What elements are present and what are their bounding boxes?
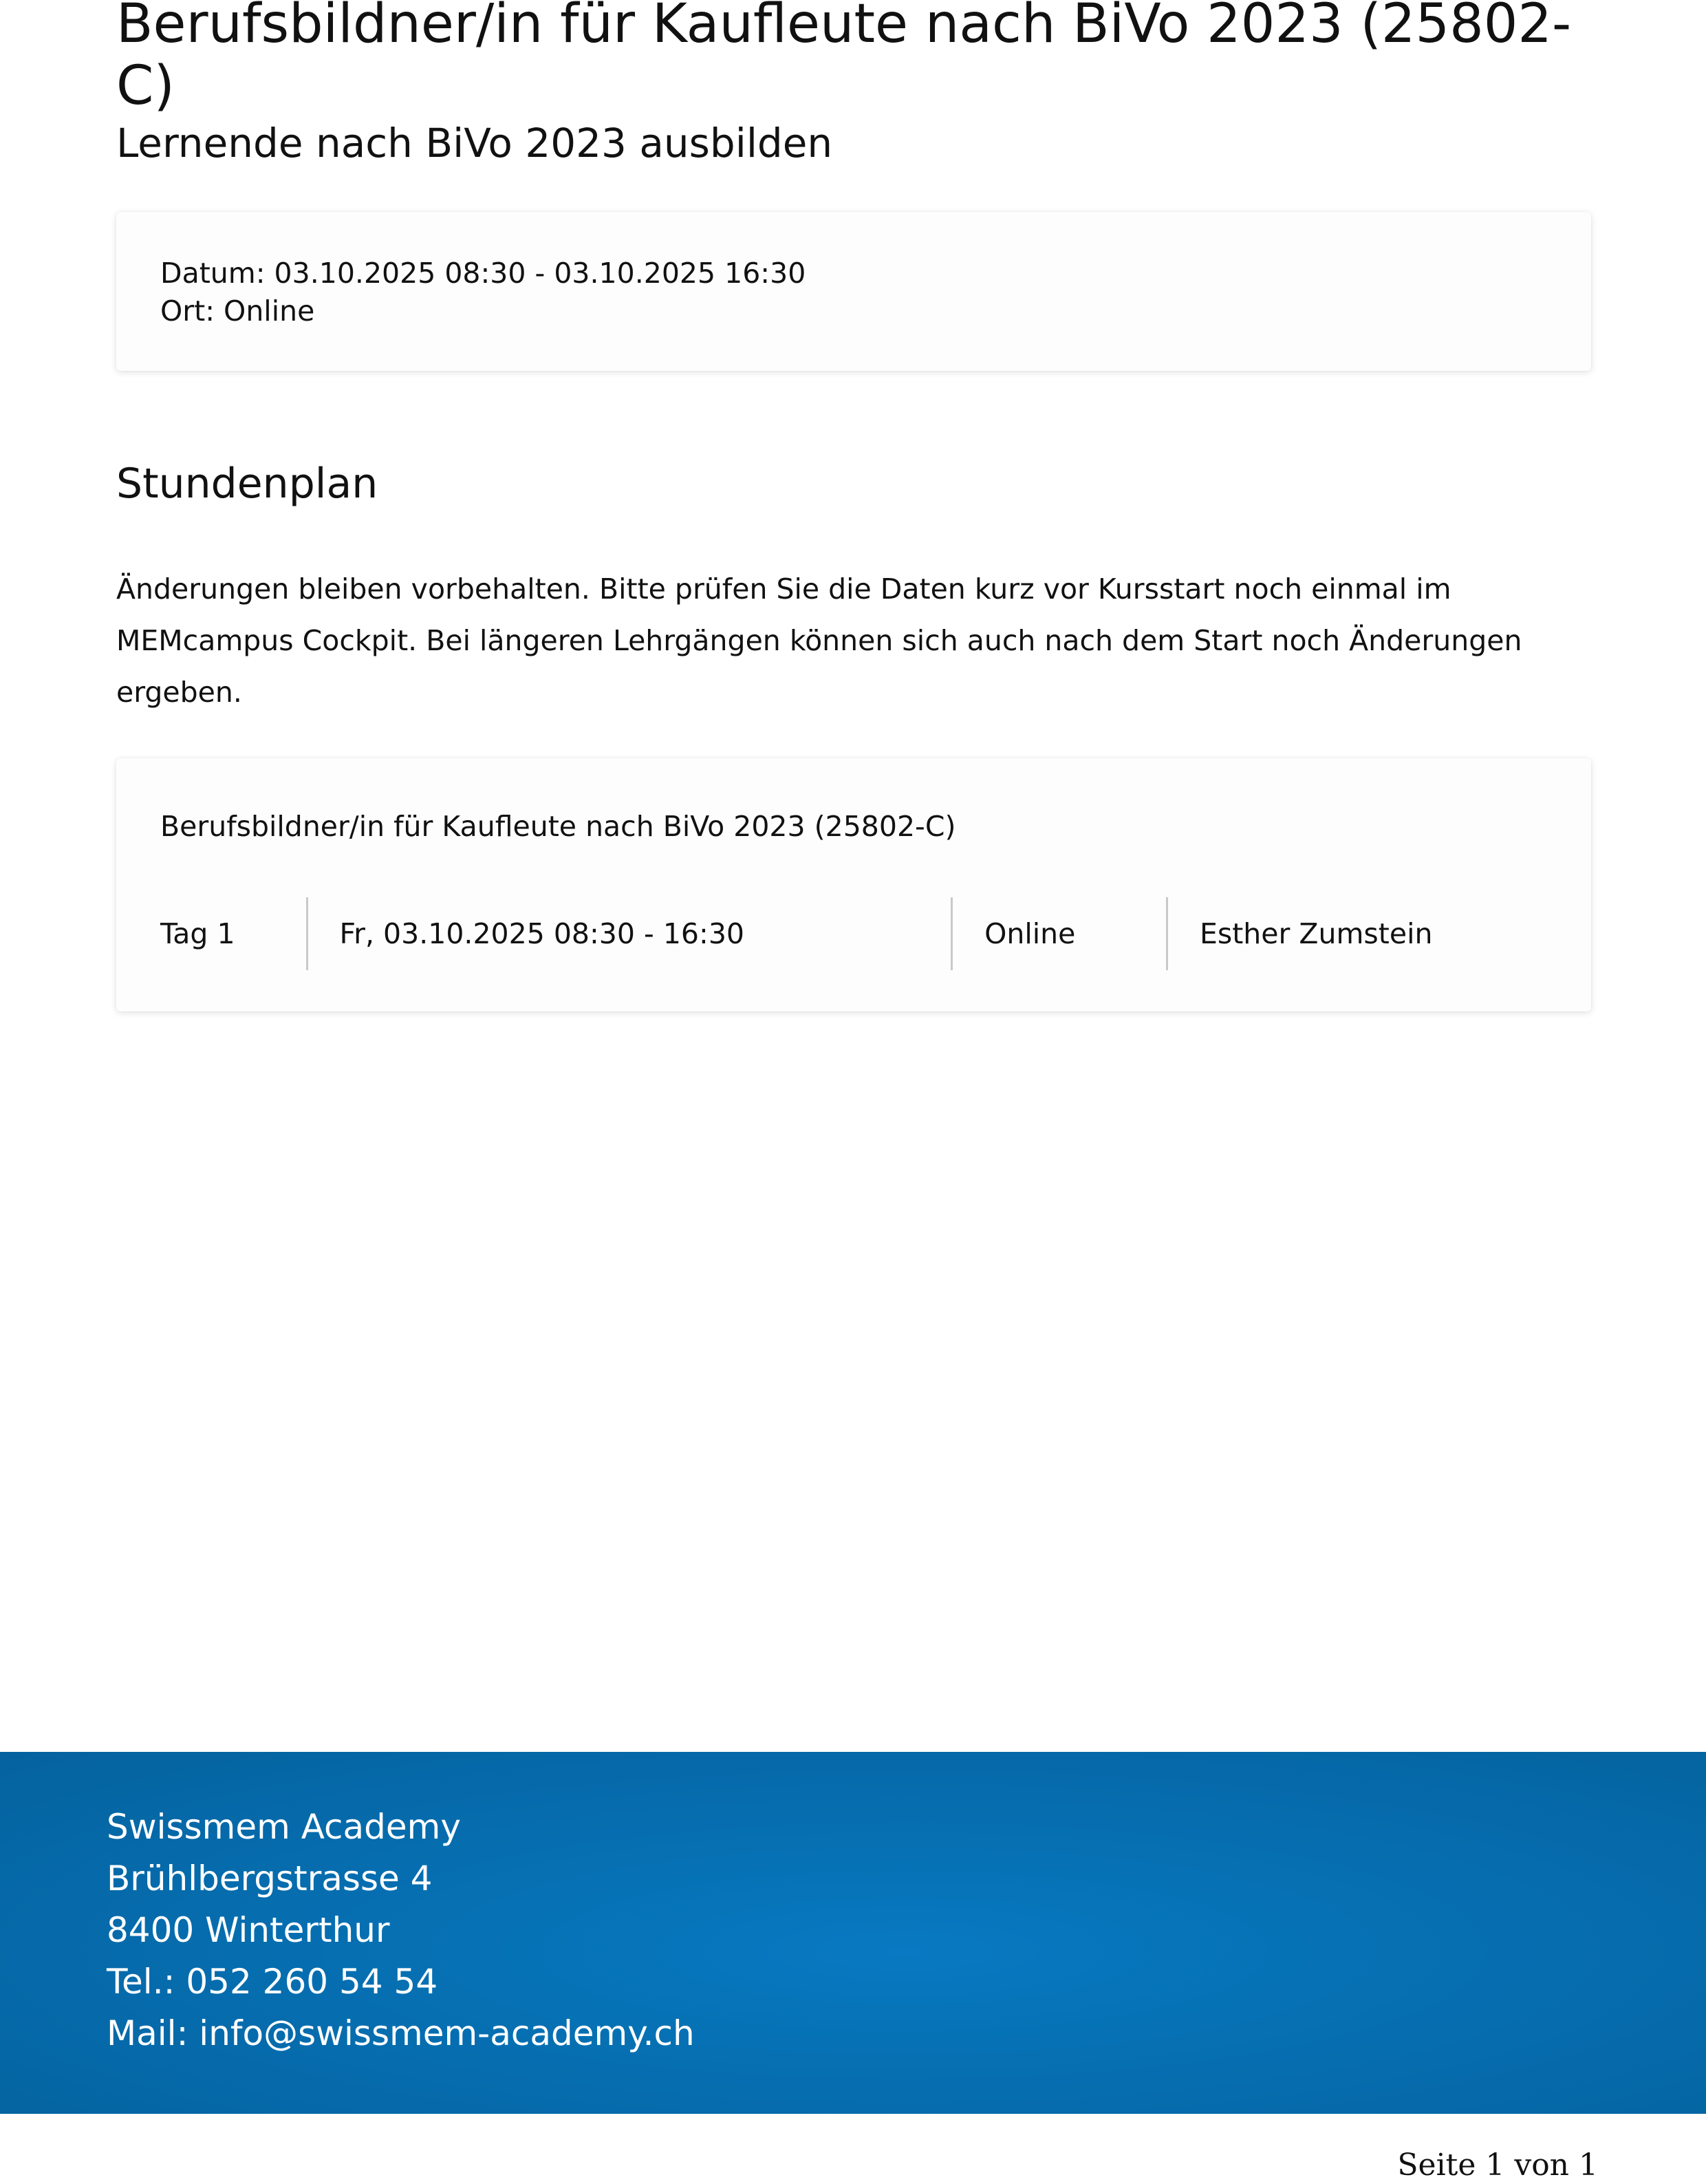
course-date: Datum: 03.10.2025 08:30 - 03.10.2025 16:30 [160,257,806,290]
footer-organization: Swissmem Academy [107,1807,461,1847]
document-content [116,0,1591,1011]
course-info-card [116,212,1591,371]
schedule-datetime: Fr, 03.10.2025 08:30 - 16:30 [306,897,951,970]
footer-contact-block [0,1752,1706,2114]
schedule-card [116,758,1591,1011]
schedule-heading: Stundenplan [116,460,378,508]
schedule-notice: Änderungen bleiben vorbehalten. Bitte prüfen Sie die Daten kurz vor Kursstart noch einmal im MEMcampus Cockpit. Bei längeren Lehrgängen können sich auch nach dem Start noch Änderungen ergeben. [116,572,1522,709]
schedule-day: Tag 1 [160,917,235,950]
footer-email: Mail: info@swissmem-academy.ch [107,2013,695,2053]
schedule-trainer: Esther Zumstein [1166,897,1547,970]
schedule-row [160,897,1547,970]
footer-street: Brühlbergstrasse 4 [107,1859,433,1898]
page-subtitle: Lernende nach BiVo 2023 ausbilden [116,120,833,167]
footer-phone: Tel.: 052 260 54 54 [107,1962,438,2002]
course-location: Ort: Online [160,295,315,328]
page-title: Berufsbildner/in für Kaufleute nach BiVo 2023 (25802-C) [116,0,1572,117]
schedule-place: Online [951,897,1166,970]
page-number: Seite 1 von 1 [1397,2148,1598,2183]
footer-city: 8400 Winterthur [107,1910,390,1950]
schedule-course-name: Berufsbildner/in für Kaufleute nach BiVo 2023 (25802-C) [160,810,956,843]
